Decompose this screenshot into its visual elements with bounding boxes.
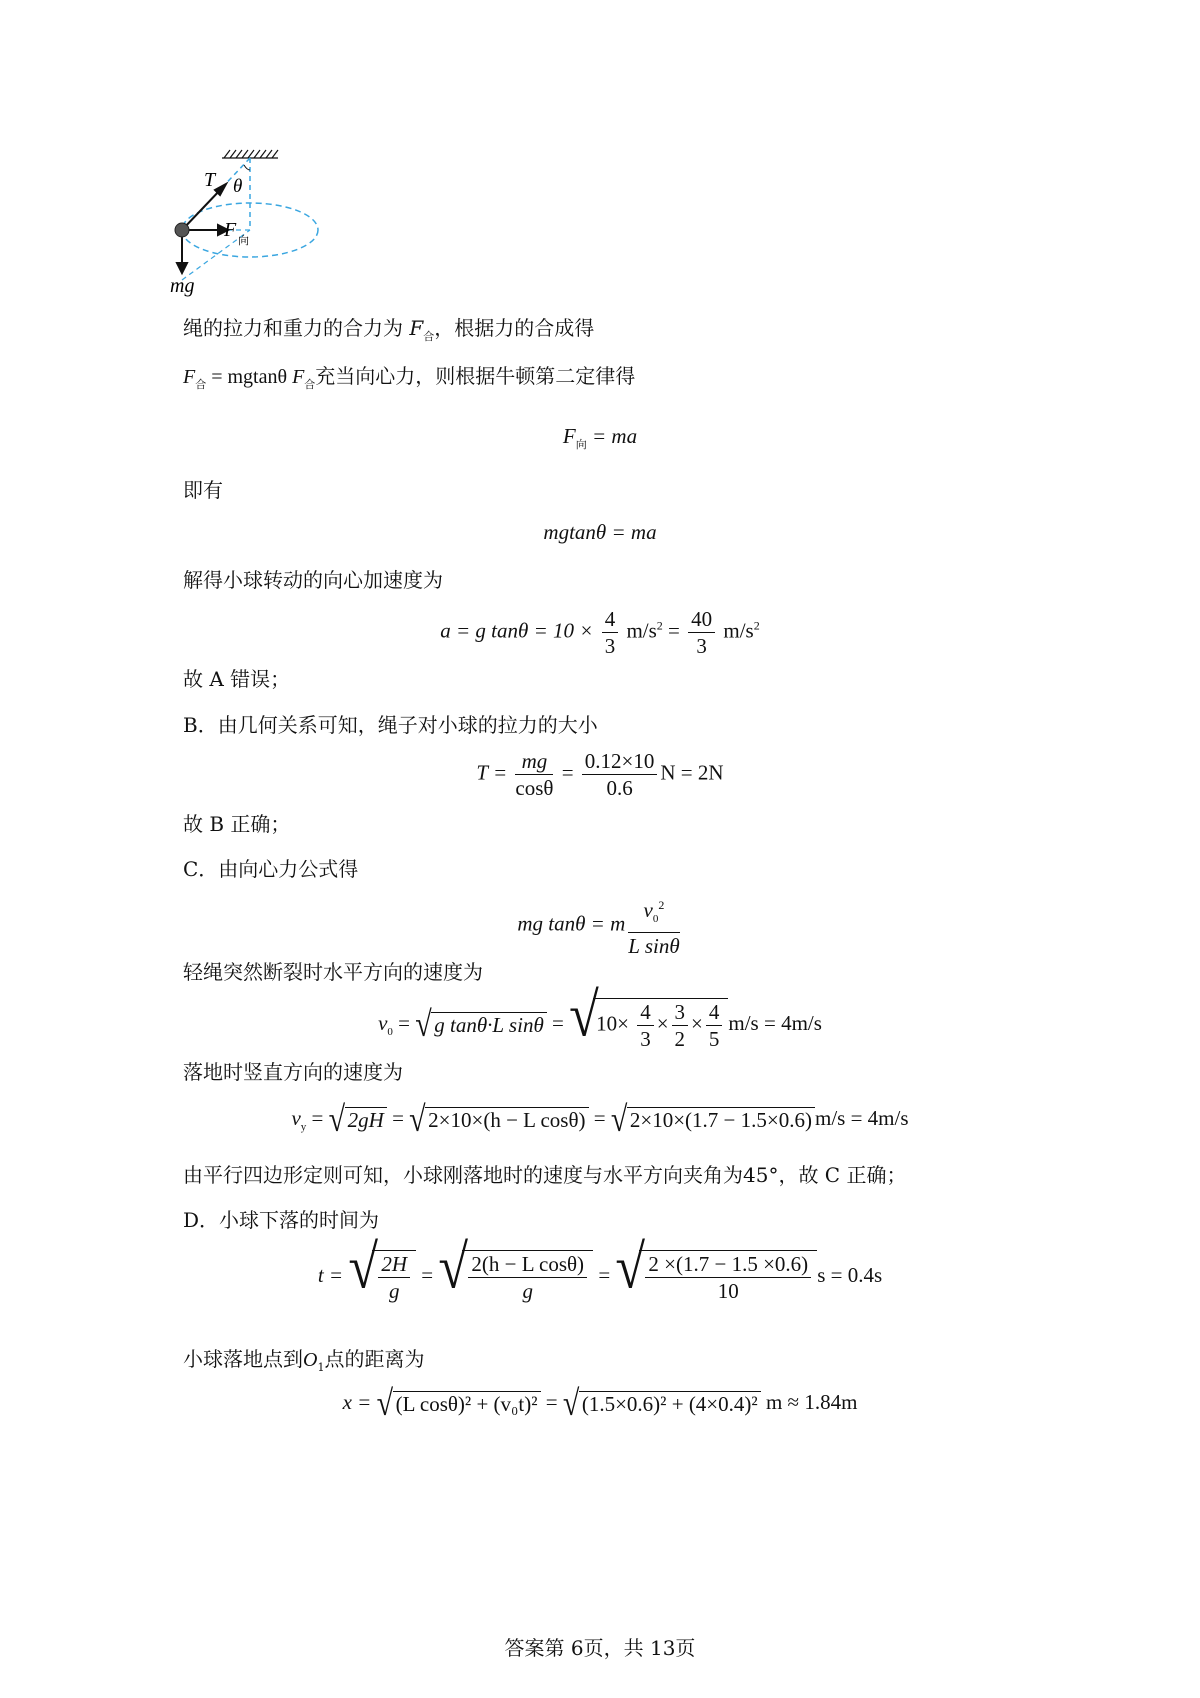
text-l7: 故 B 正确； [183, 812, 291, 836]
numerator: mg [515, 748, 553, 775]
sqrt [348, 1250, 416, 1304]
equation-2 [0, 520, 1200, 545]
radicand [639, 1250, 817, 1304]
fraction [706, 999, 723, 1052]
subscript: y [300, 1121, 307, 1134]
numerator: 4 [706, 999, 723, 1026]
text-l13-end: 点的距离为 [324, 1347, 425, 1371]
radicand: 10× $\frac{4}{3}$ × $\frac{3}{2}$ × $\frac{4}{5}$ [593, 998, 728, 1052]
page-footer: 答案第 6页，共 13页 [504, 1636, 696, 1660]
sqrt [615, 1250, 817, 1304]
equation-3: a = g tanθ = 10 × $\frac{4}{3}$ $m/s^2$ = $\frac{40}{3}$ $m/s^2$ [440, 607, 760, 658]
fraction [688, 606, 715, 659]
formula: = mgtanθ [206, 366, 293, 388]
equals: = [546, 1010, 570, 1035]
fraction [582, 748, 658, 801]
formula: mgtanθ = ma [543, 520, 657, 544]
fraction [637, 999, 654, 1052]
symbol-F: F [292, 366, 305, 388]
radicand: 2×10×(1.7 − 1.5×0.6) [627, 1107, 815, 1133]
radicand: 2×10×(h − L cosθ) [425, 1107, 588, 1133]
fraction [468, 1251, 587, 1304]
fraction [378, 1251, 410, 1304]
denominator: 0.6 [606, 776, 633, 800]
equation-1 [0, 424, 1200, 452]
text-line-8 [183, 855, 358, 883]
text-line-9 [183, 958, 483, 986]
radicand: (L cosθ)² + (v₀t)² [393, 1391, 541, 1417]
symbol-F: F [562, 424, 576, 448]
angle-arc [244, 165, 250, 170]
equals: = [306, 1106, 329, 1130]
sqrt [415, 1012, 547, 1038]
radicand: (1.5×0.6)² + (4×0.4)² [579, 1391, 761, 1417]
text-line-2 [183, 362, 635, 399]
text-l6: B．由几何关系可知，绳子对小球的拉力的大小 [183, 713, 598, 737]
text-l2-end: 充当向心力，则根据牛顿第二定律得 [315, 364, 636, 388]
text-line-13 [183, 1345, 424, 1382]
denominator: 3 [604, 634, 616, 658]
equation-5 [0, 892, 1200, 959]
fraction [628, 892, 679, 959]
equation-4 [0, 748, 1200, 801]
pendulum-diagram [160, 140, 360, 320]
equation-8: t = √ $\frac{2H}{g}$ = √ $\frac{\text{2(h − L cosθ)}}{g}$ = √ $\frac{2 \times(1.7 - 1.5 \times 0.6)}{10}$ s = 0.4s [0, 1250, 1200, 1304]
numerator: √ 2 ×(1.7 − 1.5 ×0.6) [645, 1251, 811, 1278]
label-T: T [204, 169, 216, 191]
denominator: cosθ [515, 776, 554, 800]
fraction [602, 606, 619, 659]
formula: t = [317, 1262, 349, 1287]
text-line-1 [183, 314, 594, 351]
fraction [672, 999, 689, 1052]
denominator: g [388, 1279, 400, 1303]
denominator: 3 [640, 1027, 651, 1051]
formula: a = g tanθ = 10 × [440, 618, 599, 643]
numerator: √ 2(h − L cosθ) [468, 1251, 587, 1278]
text-l5: 故 A 错误； [183, 667, 291, 691]
symbol-v: v [378, 1010, 388, 1035]
text-l9: 轻绳突然断裂时水平方向的速度为 [183, 960, 483, 984]
text-line-3 [183, 476, 223, 504]
ceiling-hatch [222, 150, 278, 158]
equation-6 [0, 998, 1200, 1052]
label-F: F [224, 219, 237, 241]
text-l3: 即有 [183, 478, 223, 502]
result: N = 2N [660, 760, 724, 785]
radicand: g tanθ·L sinθ [431, 1012, 547, 1038]
text-line-11 [183, 1161, 906, 1189]
text-line-4 [183, 566, 443, 594]
text-l4: 解得小球转动的向心加速度为 [183, 568, 443, 592]
equals: = [392, 1010, 416, 1035]
equals: = [662, 618, 686, 643]
text-line-7 [183, 810, 290, 838]
result: m/s = 4m/s [814, 1106, 909, 1130]
radicand: 2gH [345, 1107, 387, 1133]
numerator: 0.12×10 [582, 748, 658, 775]
formula: x = [342, 1390, 377, 1414]
symbol-v: v [643, 898, 653, 922]
formula: = ma [586, 424, 638, 448]
denominator: 2 [674, 1027, 686, 1051]
subscript: 合 [195, 379, 207, 391]
sqrt [563, 1391, 761, 1417]
label-F-sub: 向 [238, 234, 249, 247]
denominator: 5 [708, 1027, 720, 1051]
sqrt [438, 1250, 593, 1304]
equals: = [540, 1390, 563, 1414]
subscript: 合 [304, 379, 316, 391]
equals: = [556, 760, 579, 785]
sqrt [409, 1107, 588, 1133]
unit: m/s [718, 618, 754, 643]
ball [175, 223, 189, 237]
text-line-6 [183, 711, 598, 739]
symbol-O: O [303, 1349, 318, 1371]
text-l1: 绳的拉力和重力的合力为 [183, 316, 403, 340]
numerator: √ 2H [378, 1251, 410, 1278]
sqrt [611, 1107, 815, 1133]
formula: mg tanθ = m [517, 911, 626, 936]
denominator: g [522, 1279, 533, 1303]
sqrt [377, 1391, 541, 1417]
equation-7: $v_y$ = √ 2gH = √ 2×10×(h − L cosθ) = √ 2×10×(1.7 − 1.5×0.6) m/s = 4m/s [0, 1106, 1200, 1133]
symbol-F: F [409, 316, 424, 340]
formula: T = [476, 760, 513, 785]
text-line-5 [183, 665, 290, 693]
numerator: $v_0^2$ [628, 892, 679, 933]
numerator: 4 [602, 606, 619, 633]
symbol-v: v [291, 1106, 301, 1130]
result: m ≈ 1.84m [760, 1390, 858, 1414]
radicand-text: 10× [596, 1011, 635, 1036]
denominator: 10 [717, 1279, 739, 1303]
text-line-12 [183, 1206, 379, 1234]
fraction [645, 1251, 811, 1304]
subscript: 合 [423, 330, 435, 343]
text-line-10 [183, 1058, 403, 1086]
sqrt [329, 1107, 387, 1133]
numerator: 4 [637, 999, 654, 1026]
text-l12: D．小球下落的时间为 [183, 1208, 380, 1232]
text-l1-end: ，根据力的合成得 [434, 316, 595, 340]
subscript: 向 [575, 439, 587, 452]
denominator: 3 [696, 634, 707, 658]
text-l11: 由平行四边形定则可知，小球刚落地时的速度与水平方向夹角为45°，故 C 正确； [183, 1163, 907, 1187]
subscript: 0 [387, 1026, 393, 1038]
equation-9 [0, 1390, 1200, 1417]
denominator: L sinθ [628, 934, 680, 959]
result: m/s = 4m/s [728, 1010, 822, 1035]
result: s = 0.4s [817, 1262, 883, 1287]
numerator: 40 [688, 606, 715, 633]
label-theta: θ [233, 176, 243, 197]
unit: m/s [621, 618, 657, 643]
numerator: 3 [672, 999, 689, 1026]
subscript: 1 [317, 1361, 325, 1374]
symbol-F: F [183, 366, 196, 388]
label-mg: mg [170, 275, 195, 297]
fraction [515, 748, 553, 801]
text-l8: C．由向心力公式得 [183, 857, 359, 881]
text-l13: 小球落地点到 [183, 1347, 303, 1371]
radicand [372, 1250, 416, 1304]
sqrt [569, 998, 728, 1052]
text-l10: 落地时竖直方向的速度为 [183, 1060, 403, 1084]
radicand [462, 1250, 593, 1304]
